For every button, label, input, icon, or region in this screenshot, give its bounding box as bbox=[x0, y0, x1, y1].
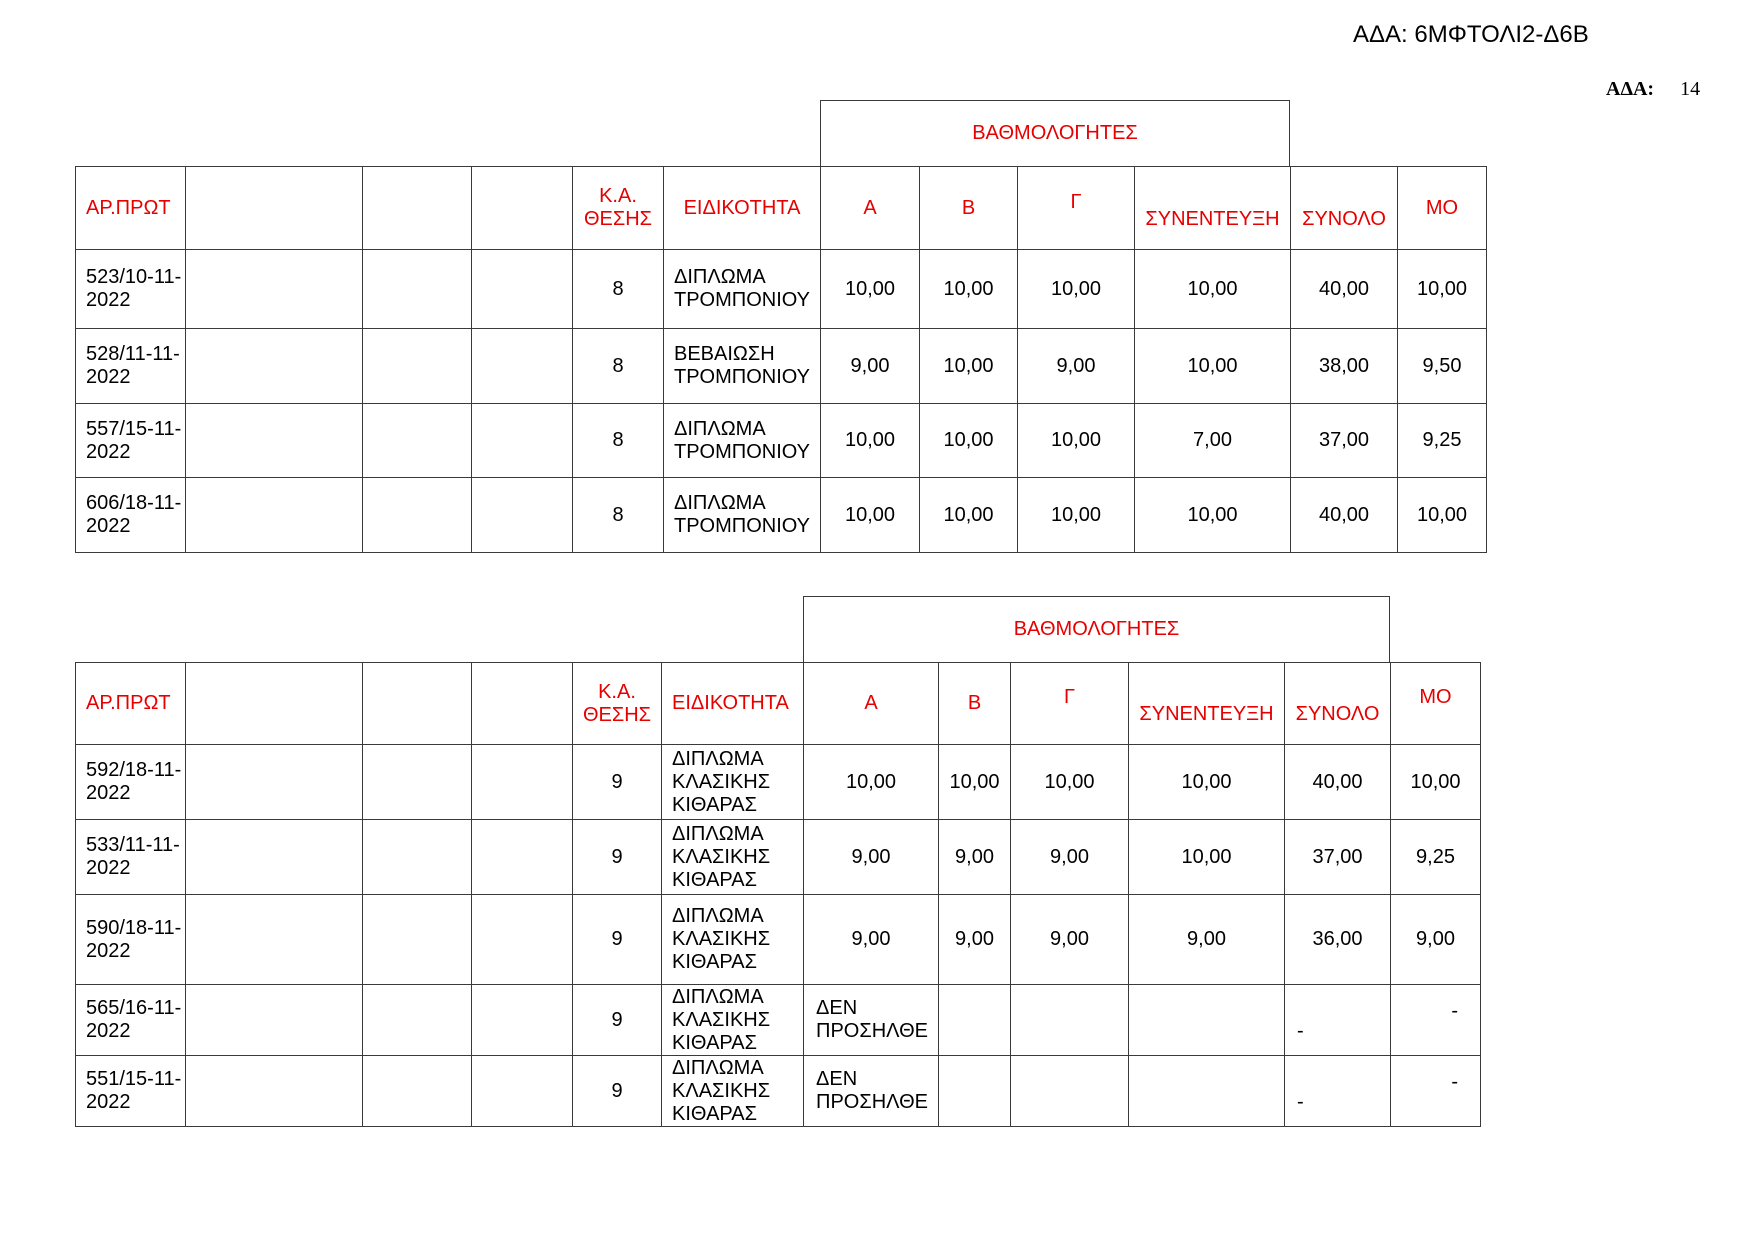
mean-cell: 9,50 bbox=[1398, 329, 1487, 404]
col-ar-prot: ΑΡ.ΠΡΩΤ bbox=[76, 167, 186, 250]
ar-prot-cell: 533/11-11-2022 bbox=[76, 820, 186, 895]
blank-cell bbox=[186, 895, 363, 985]
eidikotita-cell: ΔΙΠΛΩΜΑ ΚΛΑΣΙΚΗΣ ΚΙΘΑΡΑΣ bbox=[662, 985, 804, 1056]
graders-label: ΒΑΘΜΟΛΟΓΗΤΕΣ bbox=[972, 122, 1138, 144]
grade-g-cell: 10,00 bbox=[1018, 478, 1135, 553]
absent-cell: ΔΕΝ ΠΡΟΣΗΛΘΕ bbox=[804, 985, 939, 1056]
blank-cell bbox=[363, 250, 472, 329]
blank-cell bbox=[363, 329, 472, 404]
blank-cell bbox=[363, 895, 472, 985]
blank-cell bbox=[472, 745, 573, 820]
grade-a-cell: 9,00 bbox=[821, 329, 920, 404]
total-cell: 40,00 bbox=[1285, 745, 1391, 820]
col-g: Γ bbox=[1011, 663, 1129, 745]
mean-cell: - bbox=[1391, 1056, 1481, 1127]
mean-cell: 9,25 bbox=[1398, 404, 1487, 478]
grade-b-cell: 10,00 bbox=[920, 250, 1018, 329]
eidikotita-cell: ΔΙΠΛΩΜΑ ΤΡΟΜΠΟΝΙΟΥ bbox=[664, 250, 821, 329]
grade-b-cell: 9,00 bbox=[939, 820, 1011, 895]
grade-a-cell: 10,00 bbox=[821, 250, 920, 329]
blank-cell bbox=[363, 1056, 472, 1127]
graders-group-header bbox=[820, 100, 1290, 167]
ada-label: ΑΔΑ: bbox=[1606, 78, 1655, 100]
col-b: Β bbox=[920, 167, 1018, 250]
blank-cell bbox=[472, 985, 573, 1056]
interview-cell: 7,00 bbox=[1135, 404, 1291, 478]
total-cell: 40,00 bbox=[1291, 250, 1398, 329]
col-ka-thesis: Κ.Α. ΘΕΣΗΣ bbox=[573, 167, 664, 250]
blank-cell bbox=[363, 985, 472, 1056]
table-row bbox=[76, 404, 1487, 478]
ada-code: ΑΔΑ: 6ΜΦΤΟΛΙ2-Δ6Β bbox=[1353, 21, 1589, 48]
ar-prot-cell: 606/18-11-2022 bbox=[76, 478, 186, 553]
ar-prot-cell: 551/15-11-2022 bbox=[76, 1056, 186, 1127]
ka-cell: 8 bbox=[573, 329, 664, 404]
table-row bbox=[76, 895, 1481, 985]
interview-cell: 10,00 bbox=[1135, 478, 1291, 553]
grade-b-cell: 10,00 bbox=[920, 478, 1018, 553]
total-cell: 36,00 bbox=[1285, 895, 1391, 985]
blank-col-3 bbox=[472, 663, 573, 745]
blank-col-1 bbox=[186, 663, 363, 745]
col-g: Γ bbox=[1018, 167, 1135, 250]
grade-b-cell: 10,00 bbox=[920, 404, 1018, 478]
col-eidikotita: ΕΙΔΙΚΟΤΗΤΑ bbox=[664, 167, 821, 250]
eidikotita-cell: ΔΙΠΛΩΜΑ ΚΛΑΣΙΚΗΣ ΚΙΘΑΡΑΣ bbox=[662, 895, 804, 985]
mean-cell: 9,25 bbox=[1391, 820, 1481, 895]
mean-cell: 9,00 bbox=[1391, 895, 1481, 985]
blank-cell bbox=[472, 404, 573, 478]
ka-cell: 9 bbox=[573, 1056, 662, 1127]
col-synolo: ΣΥΝΟΛΟ bbox=[1285, 663, 1391, 745]
interview-cell: 10,00 bbox=[1135, 329, 1291, 404]
grade-a-cell: 9,00 bbox=[804, 820, 939, 895]
grade-b-cell: 10,00 bbox=[939, 745, 1011, 820]
grade-b-cell bbox=[939, 985, 1011, 1056]
col-ar-prot: ΑΡ.ΠΡΩΤ bbox=[76, 663, 186, 745]
grade-b-cell bbox=[939, 1056, 1011, 1127]
total-cell: 37,00 bbox=[1291, 404, 1398, 478]
table-row bbox=[76, 1056, 1481, 1127]
ka-cell: 9 bbox=[573, 985, 662, 1056]
blank-cell bbox=[186, 404, 363, 478]
ar-prot-cell: 565/16-11-2022 bbox=[76, 985, 186, 1056]
grade-b-cell: 10,00 bbox=[920, 329, 1018, 404]
interview-cell: 10,00 bbox=[1129, 745, 1285, 820]
eidikotita-cell: ΒΕΒΑΙΩΣΗ ΤΡΟΜΠΟΝΙΟΥ bbox=[664, 329, 821, 404]
col-a: Α bbox=[804, 663, 939, 745]
blank-cell bbox=[472, 1056, 573, 1127]
blank-cell bbox=[186, 250, 363, 329]
ar-prot-cell: 523/10-11-2022 bbox=[76, 250, 186, 329]
grade-g-cell bbox=[1011, 1056, 1129, 1127]
blank-col-1 bbox=[186, 167, 363, 250]
col-synolo: ΣΥΝΟΛΟ bbox=[1291, 167, 1398, 250]
eidikotita-cell: ΔΙΠΛΩΜΑ ΚΛΑΣΙΚΗΣ ΚΙΘΑΡΑΣ bbox=[662, 1056, 804, 1127]
blank-col-2 bbox=[363, 167, 472, 250]
grade-a-cell: 10,00 bbox=[821, 478, 920, 553]
eidikotita-cell: ΔΙΠΛΩΜΑ ΤΡΟΜΠΟΝΙΟΥ bbox=[664, 478, 821, 553]
interview-cell: 10,00 bbox=[1135, 250, 1291, 329]
interview-cell bbox=[1129, 985, 1285, 1056]
graders-group-header bbox=[803, 596, 1390, 663]
table-header-row bbox=[76, 663, 1481, 745]
col-mo: ΜΟ bbox=[1391, 663, 1481, 745]
ka-cell: 9 bbox=[573, 745, 662, 820]
eidikotita-cell: ΔΙΠΛΩΜΑ ΚΛΑΣΙΚΗΣ ΚΙΘΑΡΑΣ bbox=[662, 820, 804, 895]
blank-col-2 bbox=[363, 663, 472, 745]
grade-g-cell: 10,00 bbox=[1011, 745, 1129, 820]
blank-cell bbox=[186, 329, 363, 404]
blank-cell bbox=[186, 985, 363, 1056]
table-header-row bbox=[76, 167, 1487, 250]
grade-g-cell bbox=[1011, 985, 1129, 1056]
blank-cell bbox=[186, 478, 363, 553]
ar-prot-cell: 528/11-11-2022 bbox=[76, 329, 186, 404]
interview-cell: 9,00 bbox=[1129, 895, 1285, 985]
blank-cell bbox=[186, 745, 363, 820]
col-ka-thesis: Κ.Α. ΘΕΣΗΣ bbox=[573, 663, 662, 745]
mean-cell: 10,00 bbox=[1391, 745, 1481, 820]
table-row bbox=[76, 820, 1481, 895]
ar-prot-cell: 592/18-11-2022 bbox=[76, 745, 186, 820]
grade-g-cell: 9,00 bbox=[1011, 820, 1129, 895]
graders-label: ΒΑΘΜΟΛΟΓΗΤΕΣ bbox=[1013, 618, 1180, 640]
blank-cell bbox=[472, 329, 573, 404]
grade-g-cell: 9,00 bbox=[1011, 895, 1129, 985]
ka-cell: 9 bbox=[573, 895, 662, 985]
col-mo: ΜΟ bbox=[1398, 167, 1487, 250]
col-a: Α bbox=[821, 167, 920, 250]
total-cell: 40,00 bbox=[1291, 478, 1398, 553]
interview-cell: 10,00 bbox=[1129, 820, 1285, 895]
table-row bbox=[76, 329, 1487, 404]
total-cell: - bbox=[1285, 1056, 1391, 1127]
absent-cell: ΔΕΝ ΠΡΟΣΗΛΘΕ bbox=[804, 1056, 939, 1127]
table-row bbox=[76, 745, 1481, 820]
grades-table-guitar bbox=[75, 662, 1481, 1127]
blank-cell bbox=[472, 820, 573, 895]
interview-cell bbox=[1129, 1056, 1285, 1127]
grade-a-cell: 9,00 bbox=[804, 895, 939, 985]
total-cell: 37,00 bbox=[1285, 820, 1391, 895]
eidikotita-cell: ΔΙΠΛΩΜΑ ΚΛΑΣΙΚΗΣ ΚΙΘΑΡΑΣ bbox=[662, 745, 804, 820]
total-cell: - bbox=[1285, 985, 1391, 1056]
grade-g-cell: 10,00 bbox=[1018, 404, 1135, 478]
blank-cell bbox=[363, 404, 472, 478]
table-row bbox=[76, 985, 1481, 1056]
col-synenteuxi: ΣΥΝΕΝΤΕΥΞΗ bbox=[1129, 663, 1285, 745]
blank-cell bbox=[186, 820, 363, 895]
grade-b-cell: 9,00 bbox=[939, 895, 1011, 985]
table-row bbox=[76, 478, 1487, 553]
blank-cell bbox=[472, 895, 573, 985]
blank-cell bbox=[363, 820, 472, 895]
blank-cell bbox=[472, 478, 573, 553]
blank-cell bbox=[363, 745, 472, 820]
ar-prot-cell: 590/18-11-2022 bbox=[76, 895, 186, 985]
grade-g-cell: 9,00 bbox=[1018, 329, 1135, 404]
ka-cell: 9 bbox=[573, 820, 662, 895]
mean-cell: 10,00 bbox=[1398, 478, 1487, 553]
blank-cell bbox=[186, 1056, 363, 1127]
ka-cell: 8 bbox=[573, 404, 664, 478]
page-ada-number bbox=[1606, 78, 1700, 101]
col-synenteuxi: ΣΥΝΕΝΤΕΥΞΗ bbox=[1135, 167, 1291, 250]
mean-cell: 10,00 bbox=[1398, 250, 1487, 329]
grade-a-cell: 10,00 bbox=[804, 745, 939, 820]
ka-cell: 8 bbox=[573, 250, 664, 329]
col-b: Β bbox=[939, 663, 1011, 745]
blank-cell bbox=[472, 250, 573, 329]
ar-prot-cell: 557/15-11-2022 bbox=[76, 404, 186, 478]
eidikotita-cell: ΔΙΠΛΩΜΑ ΤΡΟΜΠΟΝΙΟΥ bbox=[664, 404, 821, 478]
total-cell: 38,00 bbox=[1291, 329, 1398, 404]
table-row bbox=[76, 250, 1487, 329]
ka-cell: 8 bbox=[573, 478, 664, 553]
grade-a-cell: 10,00 bbox=[821, 404, 920, 478]
grades-table-trombone bbox=[75, 166, 1487, 553]
mean-cell: - bbox=[1391, 985, 1481, 1056]
blank-col-3 bbox=[472, 167, 573, 250]
col-eidikotita: ΕΙΔΙΚΟΤΗΤΑ bbox=[662, 663, 804, 745]
grade-g-cell: 10,00 bbox=[1018, 250, 1135, 329]
blank-cell bbox=[363, 478, 472, 553]
page-number: 14 bbox=[1680, 78, 1701, 100]
